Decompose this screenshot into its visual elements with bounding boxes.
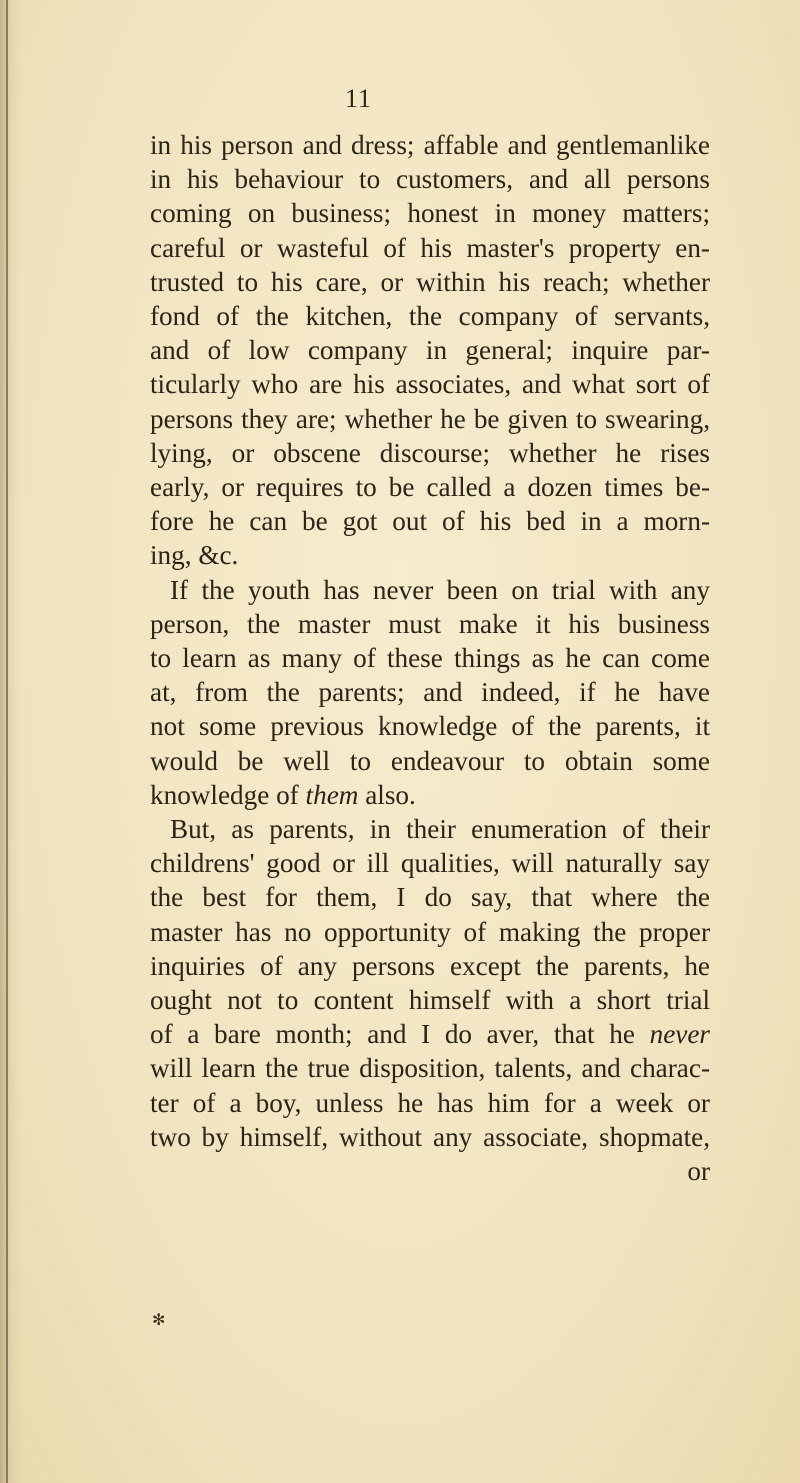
text-line: two by himself, without any associate, shopmate, (150, 1121, 710, 1152)
binding-edge (6, 0, 8, 1483)
text-line: If the youth has never been on trial with any (170, 574, 710, 605)
text-line: to learn as many of these things as he can come (150, 643, 710, 674)
text-line: ticularly who are his associates, and what sort of (150, 369, 710, 400)
text-line: childrens' good or ill qualities, will naturally say (150, 848, 710, 879)
text-line: the best for them, I do say, that where the (150, 882, 710, 913)
text-line: lying, or obscene discourse; whether he rises (150, 437, 710, 468)
text-line: not some previous knowledge of the parents, it (150, 711, 710, 742)
italic-word: never (649, 1019, 710, 1050)
text-fragment: also. (358, 779, 416, 810)
text-line: would be well to endeavour to obtain some (150, 745, 710, 776)
text-line: will learn the true disposition, talents, and charac- (150, 1053, 710, 1084)
text-line: But, as parents, in their enumeration of their (170, 814, 710, 845)
text-line: fore he can be got out of his bed in a morn- (150, 506, 710, 537)
text-line: trusted to his care, or within his reach; whether (150, 266, 710, 297)
text-line: ter of a boy, unless he has him for a week or (150, 1087, 710, 1118)
text-line: careful or wasteful of his master's property en- (150, 232, 710, 263)
text-line: fond of the kitchen, the company of servants, (150, 301, 710, 332)
text-line: in his person and dress; affable and gentlemanlike (150, 130, 710, 160)
text-line: master has no opportunity of making the proper (150, 916, 710, 947)
text-line (150, 1017, 710, 1051)
text-line: at, from the parents; and indeed, if he have (150, 677, 710, 708)
text-line: early, or requires to be called a dozen times be- (150, 472, 710, 503)
text-line: persons they are; whether he be given to swearing, (150, 403, 710, 434)
text-line: coming on business; honest in money matters; (150, 198, 710, 229)
text-line: person, the master must make it his business (150, 608, 710, 639)
page-number: 11 (345, 84, 373, 113)
ink-mark-icon: ✻ (152, 1312, 166, 1329)
body-text (150, 128, 710, 1188)
text-line: inquiries of any persons except the parents, he (150, 950, 710, 981)
text-line: ing, &c. (150, 540, 239, 571)
text-line (150, 778, 710, 812)
text-fragment: knowledge of (150, 779, 299, 810)
text-line: ought not to content himself with a short trial (150, 985, 710, 1016)
catchword: or (687, 1156, 710, 1187)
text-line: in his behaviour to customers, and all persons (150, 164, 710, 195)
italic-word: them (305, 779, 359, 810)
text-fragment: of a bare month; and I do aver, that he (150, 1019, 635, 1050)
text-line: and of low company in general; inquire par- (150, 335, 710, 366)
